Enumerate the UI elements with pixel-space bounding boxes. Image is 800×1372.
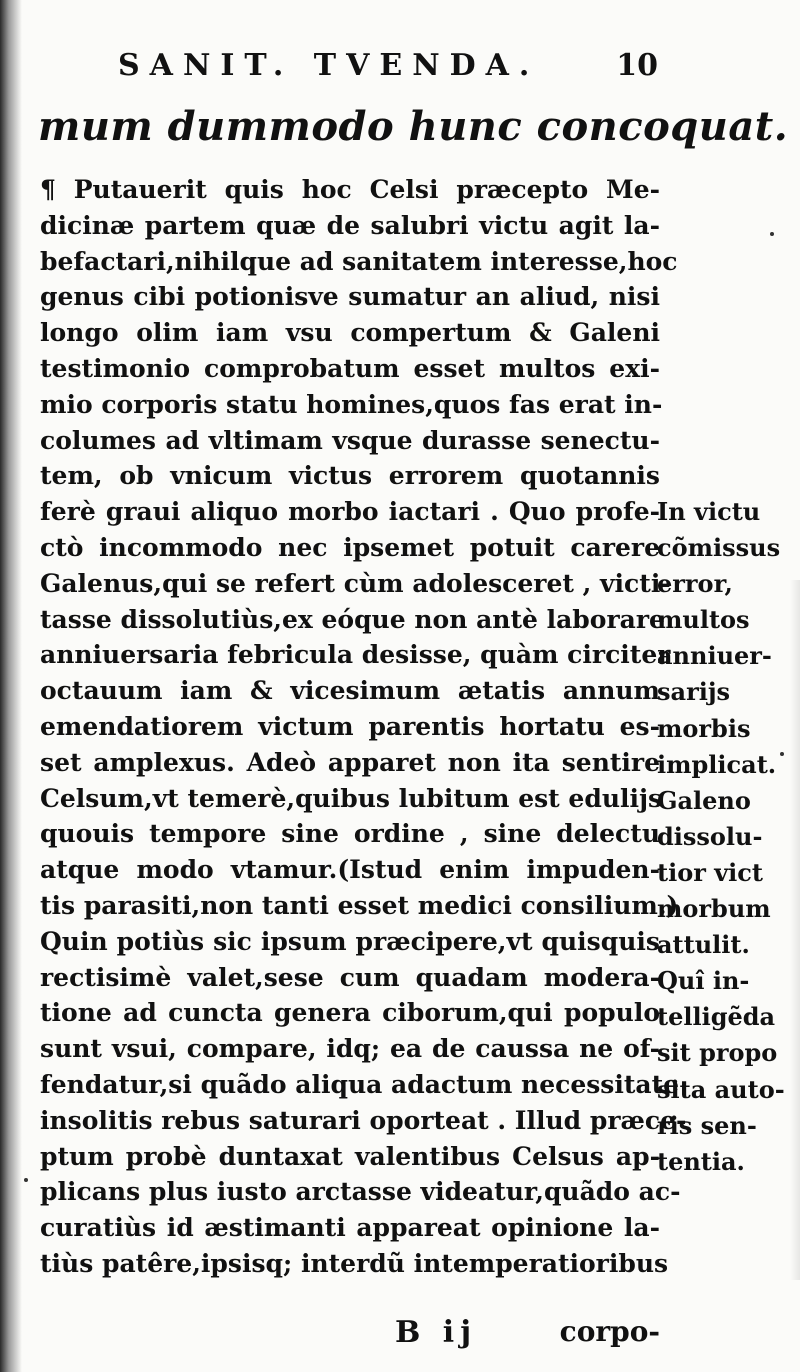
- margin-note-line: tior vict: [657, 857, 763, 887]
- catchword: corpo-: [559, 1315, 660, 1348]
- text-line: Celsum,vt temerè,quibus lubitum est edulijs: [40, 783, 663, 813]
- margin-note-line: tentia.: [657, 1146, 745, 1176]
- margin-note-line: attulit.: [657, 930, 750, 960]
- margin-note-line: multos: [657, 605, 750, 635]
- ink-speck: [770, 232, 774, 236]
- text-line: fendatur,si quãdo aliqua adactum necessitate: [40, 1069, 680, 1099]
- margin-note-line: anniuer-: [657, 641, 772, 671]
- text-line: mio corporis statu homines,quos fas erat in-: [40, 389, 663, 419]
- opening-italic-line: mum dummodo hunc concoquat.: [38, 103, 789, 150]
- text-line: set amplexus. Adeò apparet non ita sentire: [40, 747, 660, 777]
- margin-note-line: morbis: [657, 713, 751, 743]
- text-line: ferè graui aliquo morbo iactari . Quo profe-: [40, 497, 660, 527]
- text-line: testimonio comprobatum esset multos exi-: [40, 353, 660, 383]
- margin-note-line: implicat.: [657, 749, 777, 779]
- running-head: SANIT. TVENDA.: [118, 48, 540, 83]
- text-line: quouis tempore sine ordine , sine delectu: [40, 819, 660, 849]
- margin-note-line: sita auto-: [657, 1074, 785, 1104]
- margin-note-line: In victu: [657, 497, 761, 526]
- text-line: columes ad vltimam vsque durasse senectu-: [40, 425, 660, 455]
- text-line: genus cibi potionisve sumatur an aliud, nisi: [40, 282, 660, 312]
- text-line: dicinæ partem quæ de salubri victu agit la-: [40, 210, 660, 240]
- text-line: emendatiorem victum parentis hortatu es-: [40, 711, 660, 741]
- text-line: tasse dissolutiùs,ex eóque non antè laborare: [40, 604, 665, 634]
- margin-note-line: cõmissus: [657, 533, 781, 563]
- text-line: longo olim iam vsu compertum & Galeni: [40, 318, 660, 348]
- text-line: Quin potiùs sic ipsum præcipere,vt quisquis: [40, 926, 660, 956]
- text-line: tione ad cuncta genera ciborum,qui populo: [40, 998, 660, 1028]
- text-line: atque modo vtamur.(Istud enim impuden-: [40, 855, 660, 885]
- text-line: ptum probè duntaxat valentibus Celsus ap-: [40, 1141, 660, 1171]
- margin-note-line: Quî in-: [657, 966, 750, 996]
- text-line: Galenus,qui se refert cùm adolesceret , victi-: [40, 568, 671, 598]
- marginal-note: [657, 494, 795, 1180]
- margin-note-line: telligẽda: [657, 1002, 776, 1032]
- text-line: curatiùs id æstimanti appareat opinione la-: [40, 1213, 660, 1243]
- text-line: befactari,nihilque ad sanitatem interesse,hoc: [40, 246, 678, 276]
- ink-speck: [780, 752, 784, 756]
- text-line: tiùs patêre,ipsisq; interdũ intemperatioribus: [40, 1248, 669, 1278]
- binding-gutter-shadow: [0, 0, 22, 1372]
- text-line: octauum iam & vicesimum ætatis annum: [40, 676, 660, 706]
- page-header: [118, 48, 658, 98]
- text-line: insolitis rebus saturari oporteat . Illud præce-: [40, 1105, 687, 1135]
- margin-note-line: error,: [657, 569, 733, 599]
- text-line: rectisimè valet,sese cum quadam modera-: [40, 962, 660, 992]
- margin-note-line: ris sen-: [657, 1110, 757, 1140]
- margin-note-line: sarijs: [657, 677, 731, 707]
- text-line: ctò incommodo nec ipsemet potuit carere: [40, 532, 660, 562]
- page-number: 10: [616, 48, 658, 83]
- ink-speck: [24, 1178, 28, 1182]
- margin-note-line: dissolu-: [657, 821, 763, 851]
- text-line: tem, ob vnicum victus errorem quotannis: [40, 461, 660, 491]
- text-line: tis parasiti,non tanti esset medici consilium.): [40, 890, 679, 920]
- text-line: sunt vsui, compare, idq; ea de caussa ne of-: [40, 1034, 660, 1064]
- main-text-block: [40, 172, 687, 1282]
- page-footer: [40, 1315, 660, 1355]
- signature-mark: B ij: [395, 1315, 478, 1350]
- text-line: anniuersaria febricula desisse, quàm circiter: [40, 640, 671, 670]
- margin-note-line: sit propo: [657, 1038, 778, 1068]
- text-line: plicans plus iusto arctasse videatur,quãdo ac-: [40, 1177, 681, 1207]
- margin-note-line: Galeno: [657, 785, 751, 815]
- margin-note-line: morbum: [657, 894, 771, 924]
- text-line: ¶ Putauerit quis hoc Celsi præcepto Me-: [40, 175, 660, 204]
